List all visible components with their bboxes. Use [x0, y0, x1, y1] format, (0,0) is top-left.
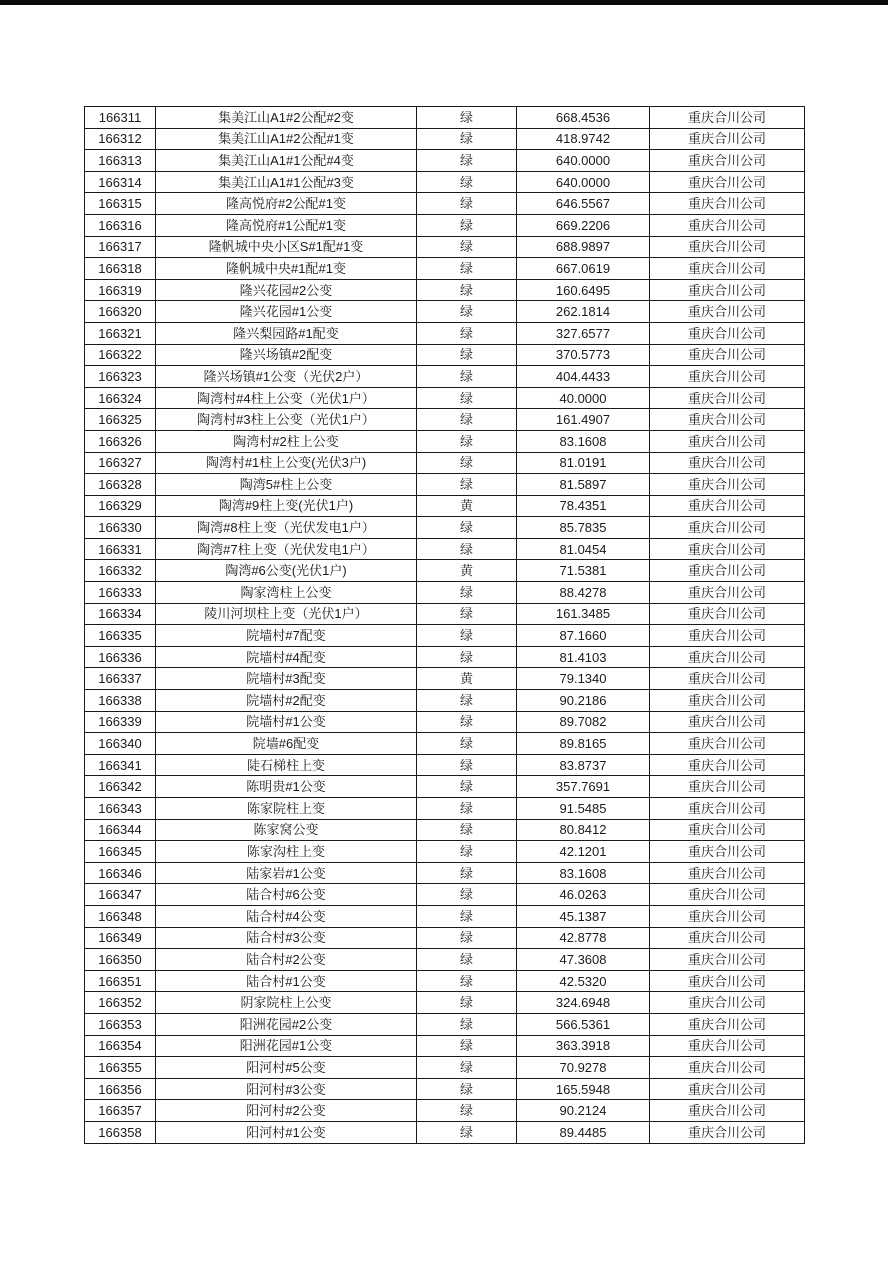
cell-company: 重庆合川公司 [650, 603, 805, 625]
cell-value: 91.5485 [517, 798, 650, 820]
cell-record-id: 166335 [85, 625, 156, 647]
cell-value: 42.8778 [517, 927, 650, 949]
cell-record-id: 166329 [85, 495, 156, 517]
cell-transformer-name: 集美江山A1#2公配#1变 [156, 128, 417, 150]
cell-transformer-name: 陶家湾柱上公变 [156, 582, 417, 604]
cell-status-color: 绿 [417, 387, 517, 409]
cell-transformer-name: 陆合村#6公变 [156, 884, 417, 906]
cell-company: 重庆合川公司 [650, 1100, 805, 1122]
cell-company: 重庆合川公司 [650, 495, 805, 517]
cell-value: 161.3485 [517, 603, 650, 625]
cell-transformer-name: 阳洲花园#2公变 [156, 1013, 417, 1035]
cell-company: 重庆合川公司 [650, 409, 805, 431]
cell-value: 45.1387 [517, 905, 650, 927]
cell-status-color: 绿 [417, 171, 517, 193]
cell-transformer-name: 陆合村#1公变 [156, 970, 417, 992]
table-row [85, 862, 805, 884]
cell-status-color: 绿 [417, 992, 517, 1014]
cell-transformer-name: 陵川河坝柱上变（光伏1户） [156, 603, 417, 625]
table-row [85, 538, 805, 560]
cell-company: 重庆合川公司 [650, 798, 805, 820]
cell-transformer-name: 陶湾#8柱上变（光伏发电1户） [156, 517, 417, 539]
cell-record-id: 166323 [85, 366, 156, 388]
cell-transformer-name: 阳河村#2公变 [156, 1100, 417, 1122]
cell-transformer-name: 隆兴花园#1公变 [156, 301, 417, 323]
cell-company: 重庆合川公司 [650, 128, 805, 150]
cell-value: 640.0000 [517, 150, 650, 172]
cell-status-color: 绿 [417, 517, 517, 539]
cell-company: 重庆合川公司 [650, 1013, 805, 1035]
cell-record-id: 166318 [85, 258, 156, 280]
cell-record-id: 166319 [85, 279, 156, 301]
table-row [85, 452, 805, 474]
cell-company: 重庆合川公司 [650, 171, 805, 193]
cell-value: 79.1340 [517, 668, 650, 690]
cell-company: 重庆合川公司 [650, 322, 805, 344]
cell-value: 160.6495 [517, 279, 650, 301]
cell-company: 重庆合川公司 [650, 582, 805, 604]
cell-record-id: 166330 [85, 517, 156, 539]
cell-record-id: 166357 [85, 1100, 156, 1122]
cell-record-id: 166356 [85, 1078, 156, 1100]
table-row [85, 927, 805, 949]
cell-value: 46.0263 [517, 884, 650, 906]
cell-company: 重庆合川公司 [650, 236, 805, 258]
cell-company: 重庆合川公司 [650, 560, 805, 582]
cell-transformer-name: 陶湾#7柱上变（光伏发电1户） [156, 538, 417, 560]
cell-record-id: 166320 [85, 301, 156, 323]
cell-status-color: 绿 [417, 452, 517, 474]
cell-transformer-name: 院墙村#2配变 [156, 690, 417, 712]
cell-value: 40.0000 [517, 387, 650, 409]
cell-status-color: 绿 [417, 776, 517, 798]
cell-company: 重庆合川公司 [650, 150, 805, 172]
cell-status-color: 绿 [417, 970, 517, 992]
cell-value: 47.3608 [517, 949, 650, 971]
cell-company: 重庆合川公司 [650, 776, 805, 798]
cell-status-color: 绿 [417, 258, 517, 280]
cell-company: 重庆合川公司 [650, 1057, 805, 1079]
cell-transformer-name: 陆家岩#1公变 [156, 862, 417, 884]
table-row [85, 970, 805, 992]
cell-value: 370.5773 [517, 344, 650, 366]
cell-transformer-name: 阳河村#5公变 [156, 1057, 417, 1079]
cell-status-color: 绿 [417, 474, 517, 496]
cell-status-color: 绿 [417, 430, 517, 452]
cell-transformer-name: 院墙村#1公变 [156, 711, 417, 733]
cell-status-color: 绿 [417, 1121, 517, 1143]
cell-transformer-name: 阴家院柱上公变 [156, 992, 417, 1014]
cell-record-id: 166317 [85, 236, 156, 258]
cell-status-color: 绿 [417, 409, 517, 431]
cell-value: 81.0191 [517, 452, 650, 474]
cell-transformer-name: 陶湾5#柱上公变 [156, 474, 417, 496]
cell-record-id: 166334 [85, 603, 156, 625]
table-body [85, 107, 805, 1144]
cell-record-id: 166341 [85, 754, 156, 776]
cell-transformer-name: 陶湾#9柱上变(光伏1户) [156, 495, 417, 517]
cell-company: 重庆合川公司 [650, 970, 805, 992]
table-row [85, 193, 805, 215]
table-row [85, 1057, 805, 1079]
cell-record-id: 166327 [85, 452, 156, 474]
cell-company: 重庆合川公司 [650, 387, 805, 409]
cell-status-color: 绿 [417, 646, 517, 668]
cell-status-color: 黄 [417, 560, 517, 582]
table-row [85, 884, 805, 906]
cell-value: 89.8165 [517, 733, 650, 755]
cell-company: 重庆合川公司 [650, 193, 805, 215]
cell-status-color: 绿 [417, 625, 517, 647]
table-row [85, 819, 805, 841]
cell-record-id: 166336 [85, 646, 156, 668]
cell-value: 42.1201 [517, 841, 650, 863]
cell-company: 重庆合川公司 [650, 992, 805, 1014]
cell-record-id: 166322 [85, 344, 156, 366]
cell-record-id: 166313 [85, 150, 156, 172]
table-row [85, 430, 805, 452]
cell-record-id: 166348 [85, 905, 156, 927]
table-row [85, 841, 805, 863]
table-row [85, 1100, 805, 1122]
cell-status-color: 绿 [417, 927, 517, 949]
cell-company: 重庆合川公司 [650, 905, 805, 927]
cell-transformer-name: 隆高悦府#2公配#1变 [156, 193, 417, 215]
cell-transformer-name: 陶湾村#3柱上公变（光伏1户） [156, 409, 417, 431]
cell-status-color: 绿 [417, 754, 517, 776]
cell-record-id: 166316 [85, 214, 156, 236]
cell-company: 重庆合川公司 [650, 301, 805, 323]
table-row [85, 366, 805, 388]
cell-value: 85.7835 [517, 517, 650, 539]
cell-company: 重庆合川公司 [650, 344, 805, 366]
cell-status-color: 绿 [417, 193, 517, 215]
cell-transformer-name: 陈家院柱上变 [156, 798, 417, 820]
cell-company: 重庆合川公司 [650, 538, 805, 560]
cell-status-color: 绿 [417, 905, 517, 927]
table-row [85, 949, 805, 971]
cell-transformer-name: 陶湾村#2柱上公变 [156, 430, 417, 452]
cell-value: 669.2206 [517, 214, 650, 236]
cell-transformer-name: 陆合村#2公变 [156, 949, 417, 971]
cell-company: 重庆合川公司 [650, 1121, 805, 1143]
table-row [85, 258, 805, 280]
cell-value: 640.0000 [517, 171, 650, 193]
cell-record-id: 166350 [85, 949, 156, 971]
cell-transformer-name: 院墙村#3配变 [156, 668, 417, 690]
table-row [85, 646, 805, 668]
table-row [85, 236, 805, 258]
cell-record-id: 166328 [85, 474, 156, 496]
cell-transformer-name: 陶湾#6公变(光伏1户) [156, 560, 417, 582]
cell-status-color: 绿 [417, 366, 517, 388]
cell-value: 78.4351 [517, 495, 650, 517]
cell-record-id: 166343 [85, 798, 156, 820]
cell-record-id: 166325 [85, 409, 156, 431]
cell-status-color: 绿 [417, 1035, 517, 1057]
table-row [85, 128, 805, 150]
cell-transformer-name: 隆兴花园#2公变 [156, 279, 417, 301]
cell-company: 重庆合川公司 [650, 754, 805, 776]
table-row [85, 150, 805, 172]
cell-transformer-name: 阳洲花园#1公变 [156, 1035, 417, 1057]
cell-company: 重庆合川公司 [650, 1035, 805, 1057]
table-row [85, 711, 805, 733]
cell-transformer-name: 隆兴梨园路#1配变 [156, 322, 417, 344]
cell-value: 165.5948 [517, 1078, 650, 1100]
cell-company: 重庆合川公司 [650, 517, 805, 539]
cell-transformer-name: 陈明贵#1公变 [156, 776, 417, 798]
cell-status-color: 绿 [417, 949, 517, 971]
cell-transformer-name: 陶湾村#1柱上公变(光伏3户) [156, 452, 417, 474]
table-row [85, 668, 805, 690]
table-row [85, 603, 805, 625]
table-row [85, 992, 805, 1014]
cell-company: 重庆合川公司 [650, 711, 805, 733]
cell-record-id: 166345 [85, 841, 156, 863]
cell-value: 70.9278 [517, 1057, 650, 1079]
cell-company: 重庆合川公司 [650, 819, 805, 841]
cell-transformer-name: 陶湾村#4柱上公变（光伏1户） [156, 387, 417, 409]
cell-status-color: 绿 [417, 841, 517, 863]
cell-status-color: 绿 [417, 1057, 517, 1079]
cell-value: 90.2124 [517, 1100, 650, 1122]
cell-status-color: 绿 [417, 711, 517, 733]
cell-record-id: 166314 [85, 171, 156, 193]
cell-record-id: 166344 [85, 819, 156, 841]
cell-value: 81.5897 [517, 474, 650, 496]
cell-value: 83.1608 [517, 430, 650, 452]
cell-record-id: 166326 [85, 430, 156, 452]
cell-transformer-name: 院墙村#7配变 [156, 625, 417, 647]
cell-transformer-name: 集美江山A1#2公配#2变 [156, 107, 417, 129]
table-row [85, 474, 805, 496]
cell-status-color: 绿 [417, 344, 517, 366]
cell-record-id: 166312 [85, 128, 156, 150]
cell-record-id: 166311 [85, 107, 156, 129]
transformer-table [84, 106, 805, 1144]
table-row [85, 776, 805, 798]
cell-record-id: 166358 [85, 1121, 156, 1143]
cell-transformer-name: 集美江山A1#1公配#3变 [156, 171, 417, 193]
cell-transformer-name: 隆帆城中央#1配#1变 [156, 258, 417, 280]
table-row [85, 625, 805, 647]
table-row [85, 322, 805, 344]
cell-record-id: 166321 [85, 322, 156, 344]
cell-company: 重庆合川公司 [650, 884, 805, 906]
cell-record-id: 166353 [85, 1013, 156, 1035]
cell-company: 重庆合川公司 [650, 668, 805, 690]
cell-transformer-name: 陡石梯柱上变 [156, 754, 417, 776]
cell-transformer-name: 集美江山A1#1公配#4变 [156, 150, 417, 172]
cell-transformer-name: 隆帆城中央小区S#1配#1变 [156, 236, 417, 258]
cell-record-id: 166315 [85, 193, 156, 215]
cell-company: 重庆合川公司 [650, 841, 805, 863]
cell-value: 363.3918 [517, 1035, 650, 1057]
cell-record-id: 166340 [85, 733, 156, 755]
cell-transformer-name: 陈家沟柱上变 [156, 841, 417, 863]
cell-value: 81.4103 [517, 646, 650, 668]
cell-value: 90.2186 [517, 690, 650, 712]
table-row [85, 409, 805, 431]
cell-record-id: 166331 [85, 538, 156, 560]
cell-value: 668.4536 [517, 107, 650, 129]
cell-company: 重庆合川公司 [650, 452, 805, 474]
cell-record-id: 166351 [85, 970, 156, 992]
table-row [85, 517, 805, 539]
cell-transformer-name: 隆兴场镇#2配变 [156, 344, 417, 366]
cell-record-id: 166333 [85, 582, 156, 604]
table-row [85, 690, 805, 712]
cell-value: 83.1608 [517, 862, 650, 884]
cell-company: 重庆合川公司 [650, 1078, 805, 1100]
cell-value: 83.8737 [517, 754, 650, 776]
cell-record-id: 166355 [85, 1057, 156, 1079]
cell-status-color: 黄 [417, 668, 517, 690]
cell-transformer-name: 院墙村#4配变 [156, 646, 417, 668]
cell-record-id: 166346 [85, 862, 156, 884]
cell-record-id: 166354 [85, 1035, 156, 1057]
cell-value: 161.4907 [517, 409, 650, 431]
cell-status-color: 绿 [417, 733, 517, 755]
table-row [85, 560, 805, 582]
table-row [85, 582, 805, 604]
cell-value: 327.6577 [517, 322, 650, 344]
cell-status-color: 绿 [417, 884, 517, 906]
cell-company: 重庆合川公司 [650, 107, 805, 129]
cell-status-color: 绿 [417, 582, 517, 604]
cell-company: 重庆合川公司 [650, 733, 805, 755]
cell-record-id: 166332 [85, 560, 156, 582]
cell-transformer-name: 陆合村#4公变 [156, 905, 417, 927]
table-row [85, 1013, 805, 1035]
table-row [85, 798, 805, 820]
cell-record-id: 166349 [85, 927, 156, 949]
cell-status-color: 绿 [417, 322, 517, 344]
cell-value: 71.5381 [517, 560, 650, 582]
cell-value: 42.5320 [517, 970, 650, 992]
cell-value: 89.4485 [517, 1121, 650, 1143]
cell-status-color: 绿 [417, 603, 517, 625]
table-row [85, 495, 805, 517]
cell-status-color: 黄 [417, 495, 517, 517]
cell-company: 重庆合川公司 [650, 646, 805, 668]
cell-company: 重庆合川公司 [650, 214, 805, 236]
cell-value: 88.4278 [517, 582, 650, 604]
cell-status-color: 绿 [417, 107, 517, 129]
cell-status-color: 绿 [417, 819, 517, 841]
cell-transformer-name: 院墙#6配变 [156, 733, 417, 755]
cell-transformer-name: 陆合村#3公变 [156, 927, 417, 949]
cell-company: 重庆合川公司 [650, 927, 805, 949]
cell-company: 重庆合川公司 [650, 258, 805, 280]
table-row [85, 733, 805, 755]
cell-transformer-name: 隆高悦府#1公配#1变 [156, 214, 417, 236]
cell-value: 81.0454 [517, 538, 650, 560]
cell-status-color: 绿 [417, 150, 517, 172]
cell-status-color: 绿 [417, 236, 517, 258]
table-row [85, 107, 805, 129]
cell-company: 重庆合川公司 [650, 862, 805, 884]
table-row [85, 1035, 805, 1057]
cell-value: 688.9897 [517, 236, 650, 258]
cell-value: 357.7691 [517, 776, 650, 798]
cell-status-color: 绿 [417, 1013, 517, 1035]
cell-company: 重庆合川公司 [650, 474, 805, 496]
table-row [85, 1078, 805, 1100]
cell-transformer-name: 阳河村#3公变 [156, 1078, 417, 1100]
cell-status-color: 绿 [417, 798, 517, 820]
cell-value: 418.9742 [517, 128, 650, 150]
cell-transformer-name: 陈家窝公变 [156, 819, 417, 841]
cell-status-color: 绿 [417, 301, 517, 323]
table-row [85, 214, 805, 236]
cell-record-id: 166337 [85, 668, 156, 690]
cell-transformer-name: 隆兴场镇#1公变（光伏2户） [156, 366, 417, 388]
cell-company: 重庆合川公司 [650, 366, 805, 388]
cell-value: 87.1660 [517, 625, 650, 647]
cell-status-color: 绿 [417, 1078, 517, 1100]
cell-company: 重庆合川公司 [650, 690, 805, 712]
cell-record-id: 166342 [85, 776, 156, 798]
table-row [85, 754, 805, 776]
cell-value: 80.8412 [517, 819, 650, 841]
table-row [85, 387, 805, 409]
cell-value: 89.7082 [517, 711, 650, 733]
cell-status-color: 绿 [417, 862, 517, 884]
cell-transformer-name: 阳河村#1公变 [156, 1121, 417, 1143]
cell-status-color: 绿 [417, 128, 517, 150]
cell-value: 262.1814 [517, 301, 650, 323]
cell-status-color: 绿 [417, 214, 517, 236]
table-row [85, 301, 805, 323]
cell-value: 667.0619 [517, 258, 650, 280]
cell-value: 646.5567 [517, 193, 650, 215]
table-row [85, 279, 805, 301]
cell-company: 重庆合川公司 [650, 949, 805, 971]
cell-company: 重庆合川公司 [650, 625, 805, 647]
cell-value: 404.4433 [517, 366, 650, 388]
table-row [85, 171, 805, 193]
top-edge-artifact-bar [0, 0, 888, 5]
cell-status-color: 绿 [417, 279, 517, 301]
cell-value: 566.5361 [517, 1013, 650, 1035]
cell-record-id: 166324 [85, 387, 156, 409]
cell-company: 重庆合川公司 [650, 279, 805, 301]
cell-company: 重庆合川公司 [650, 430, 805, 452]
cell-status-color: 绿 [417, 538, 517, 560]
cell-record-id: 166347 [85, 884, 156, 906]
cell-status-color: 绿 [417, 1100, 517, 1122]
cell-status-color: 绿 [417, 690, 517, 712]
table-row [85, 905, 805, 927]
cell-record-id: 166338 [85, 690, 156, 712]
cell-record-id: 166339 [85, 711, 156, 733]
cell-record-id: 166352 [85, 992, 156, 1014]
table-row [85, 1121, 805, 1143]
table-row [85, 344, 805, 366]
cell-value: 324.6948 [517, 992, 650, 1014]
